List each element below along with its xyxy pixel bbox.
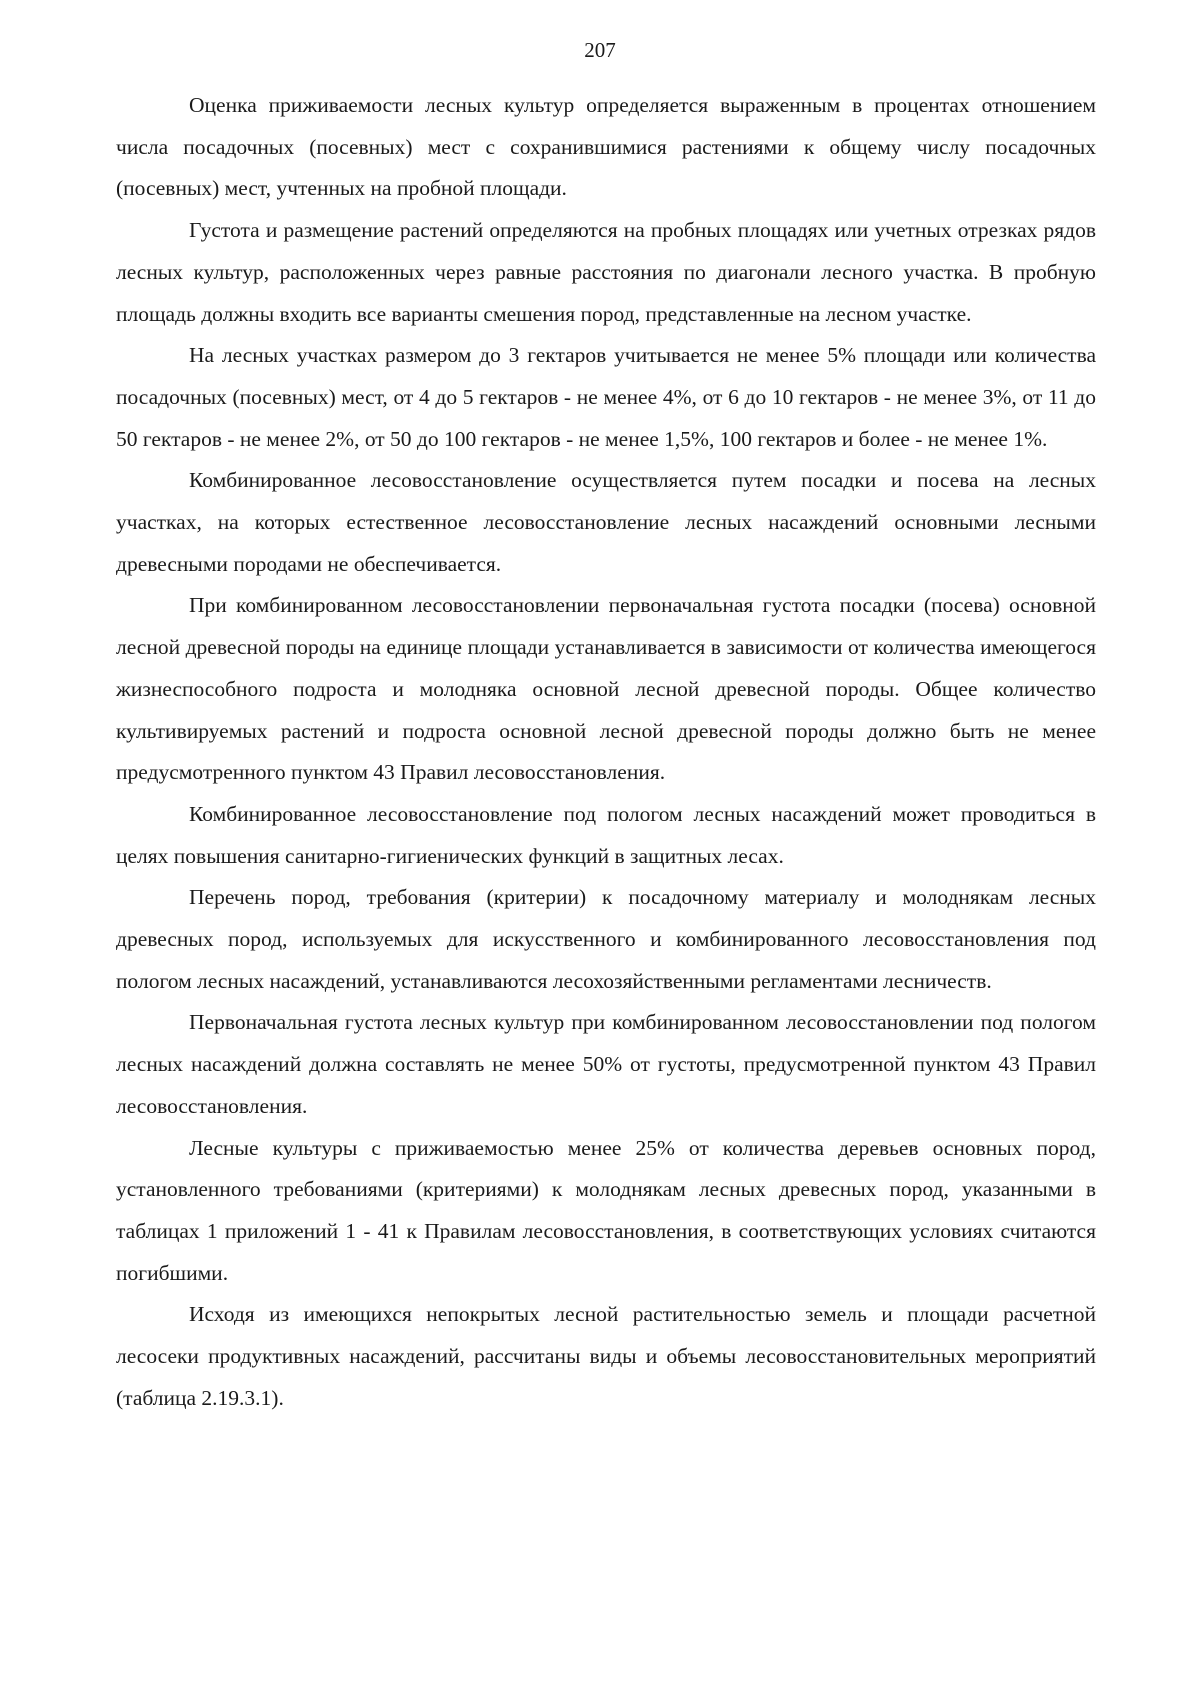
paragraph-reforestation-volumes: Исходя из имеющихся непокрытых лесной растительностью земель и площади расчетной лесосеки продуктивных насаждений, рассчитаны виды и объемы лесовосстановительных мероприятий (таблица 2.19.3.1). (116, 1302, 1096, 1410)
page-number: 207 (584, 38, 616, 62)
body-text (116, 85, 1096, 1420)
paragraph-under-canopy: Комбинированное лесовосстановление под пологом лесных насаждений может проводиться в целях повышения санитарно-гигиенических функций в защитных лесах. (116, 801, 1096, 868)
paragraph-species-list: Перечень пород, требования (критерии) к посадочному материалу и молоднякам лесных древесных пород, используемых для искусственного и комбинированного лесовосстановления под пологом лесных насаждений, устанавливаются лесохозяйственными регламентами лесничеств. (116, 885, 1096, 993)
paragraph-combined-reforestation: Комбинированное лесовосстановление осуществляется путем посадки и посева на лесных участках, на которых естественное лесовосстановление лесных насаждений основными лесными древесными породами не обеспечивается. (116, 468, 1096, 576)
paragraph-dead-cultures: Лесные культуры с приживаемостью менее 25% от количества деревьев основных пород, установленного требованиями (критериями) к молоднякам лесных древесных пород, указанными в таблицах 1 приложений 1 - 41 к Правилам лесовосстановления, в соответствующих условиях считаются погибшими. (116, 1135, 1096, 1285)
paragraph-sample-area-sizes: На лесных участках размером до 3 гектаров учитывается не менее 5% площади или количества посадочных (посевных) мест, от 4 до 5 гектаров - не менее 4%, от 6 до 10 гектаров - не менее 3%, от 11 до 50 гектаров - не менее 2%, от 50 до 100 гектаров - не менее 1,5%, 100 гектаров и более - не менее 1%. (116, 343, 1096, 451)
paragraph-initial-density: При комбинированном лесовосстановлении первоначальная густота посадки (посева) основной лесной древесной породы на единице площади устанавливается в зависимости от количества имеющегося жизнеспособного подроста и молодняка основной лесной древесной породы. Общее количество культивируемых растений и подроста основной лесной древесной породы должно быть не менее предусмотренного пунктом 43 Правил лесовосстановления. (116, 593, 1096, 785)
paragraph-survival-assessment: Оценка приживаемости лесных культур определяется выраженным в процентах отношением числа посадочных (посевных) мест с сохранившимися растениями к общему числу посадочных (посевных) мест, учтенных на пробной площади. (116, 93, 1096, 201)
paragraph-density-placement: Густота и размещение растений определяются на пробных площадях или учетных отрезках рядов лесных культур, расположенных через равные расстояния по диагонали лесного участка. В пробную площадь должны входить все варианты смешения пород, представленные на лесном участке. (116, 218, 1096, 326)
paragraph-initial-density-canopy: Первоначальная густота лесных культур при комбинированном лесовосстановлении под пологом лесных насаждений должна составлять не менее 50% от густоты, предусмотренной пунктом 43 Правил лесовосстановления. (116, 1010, 1096, 1118)
